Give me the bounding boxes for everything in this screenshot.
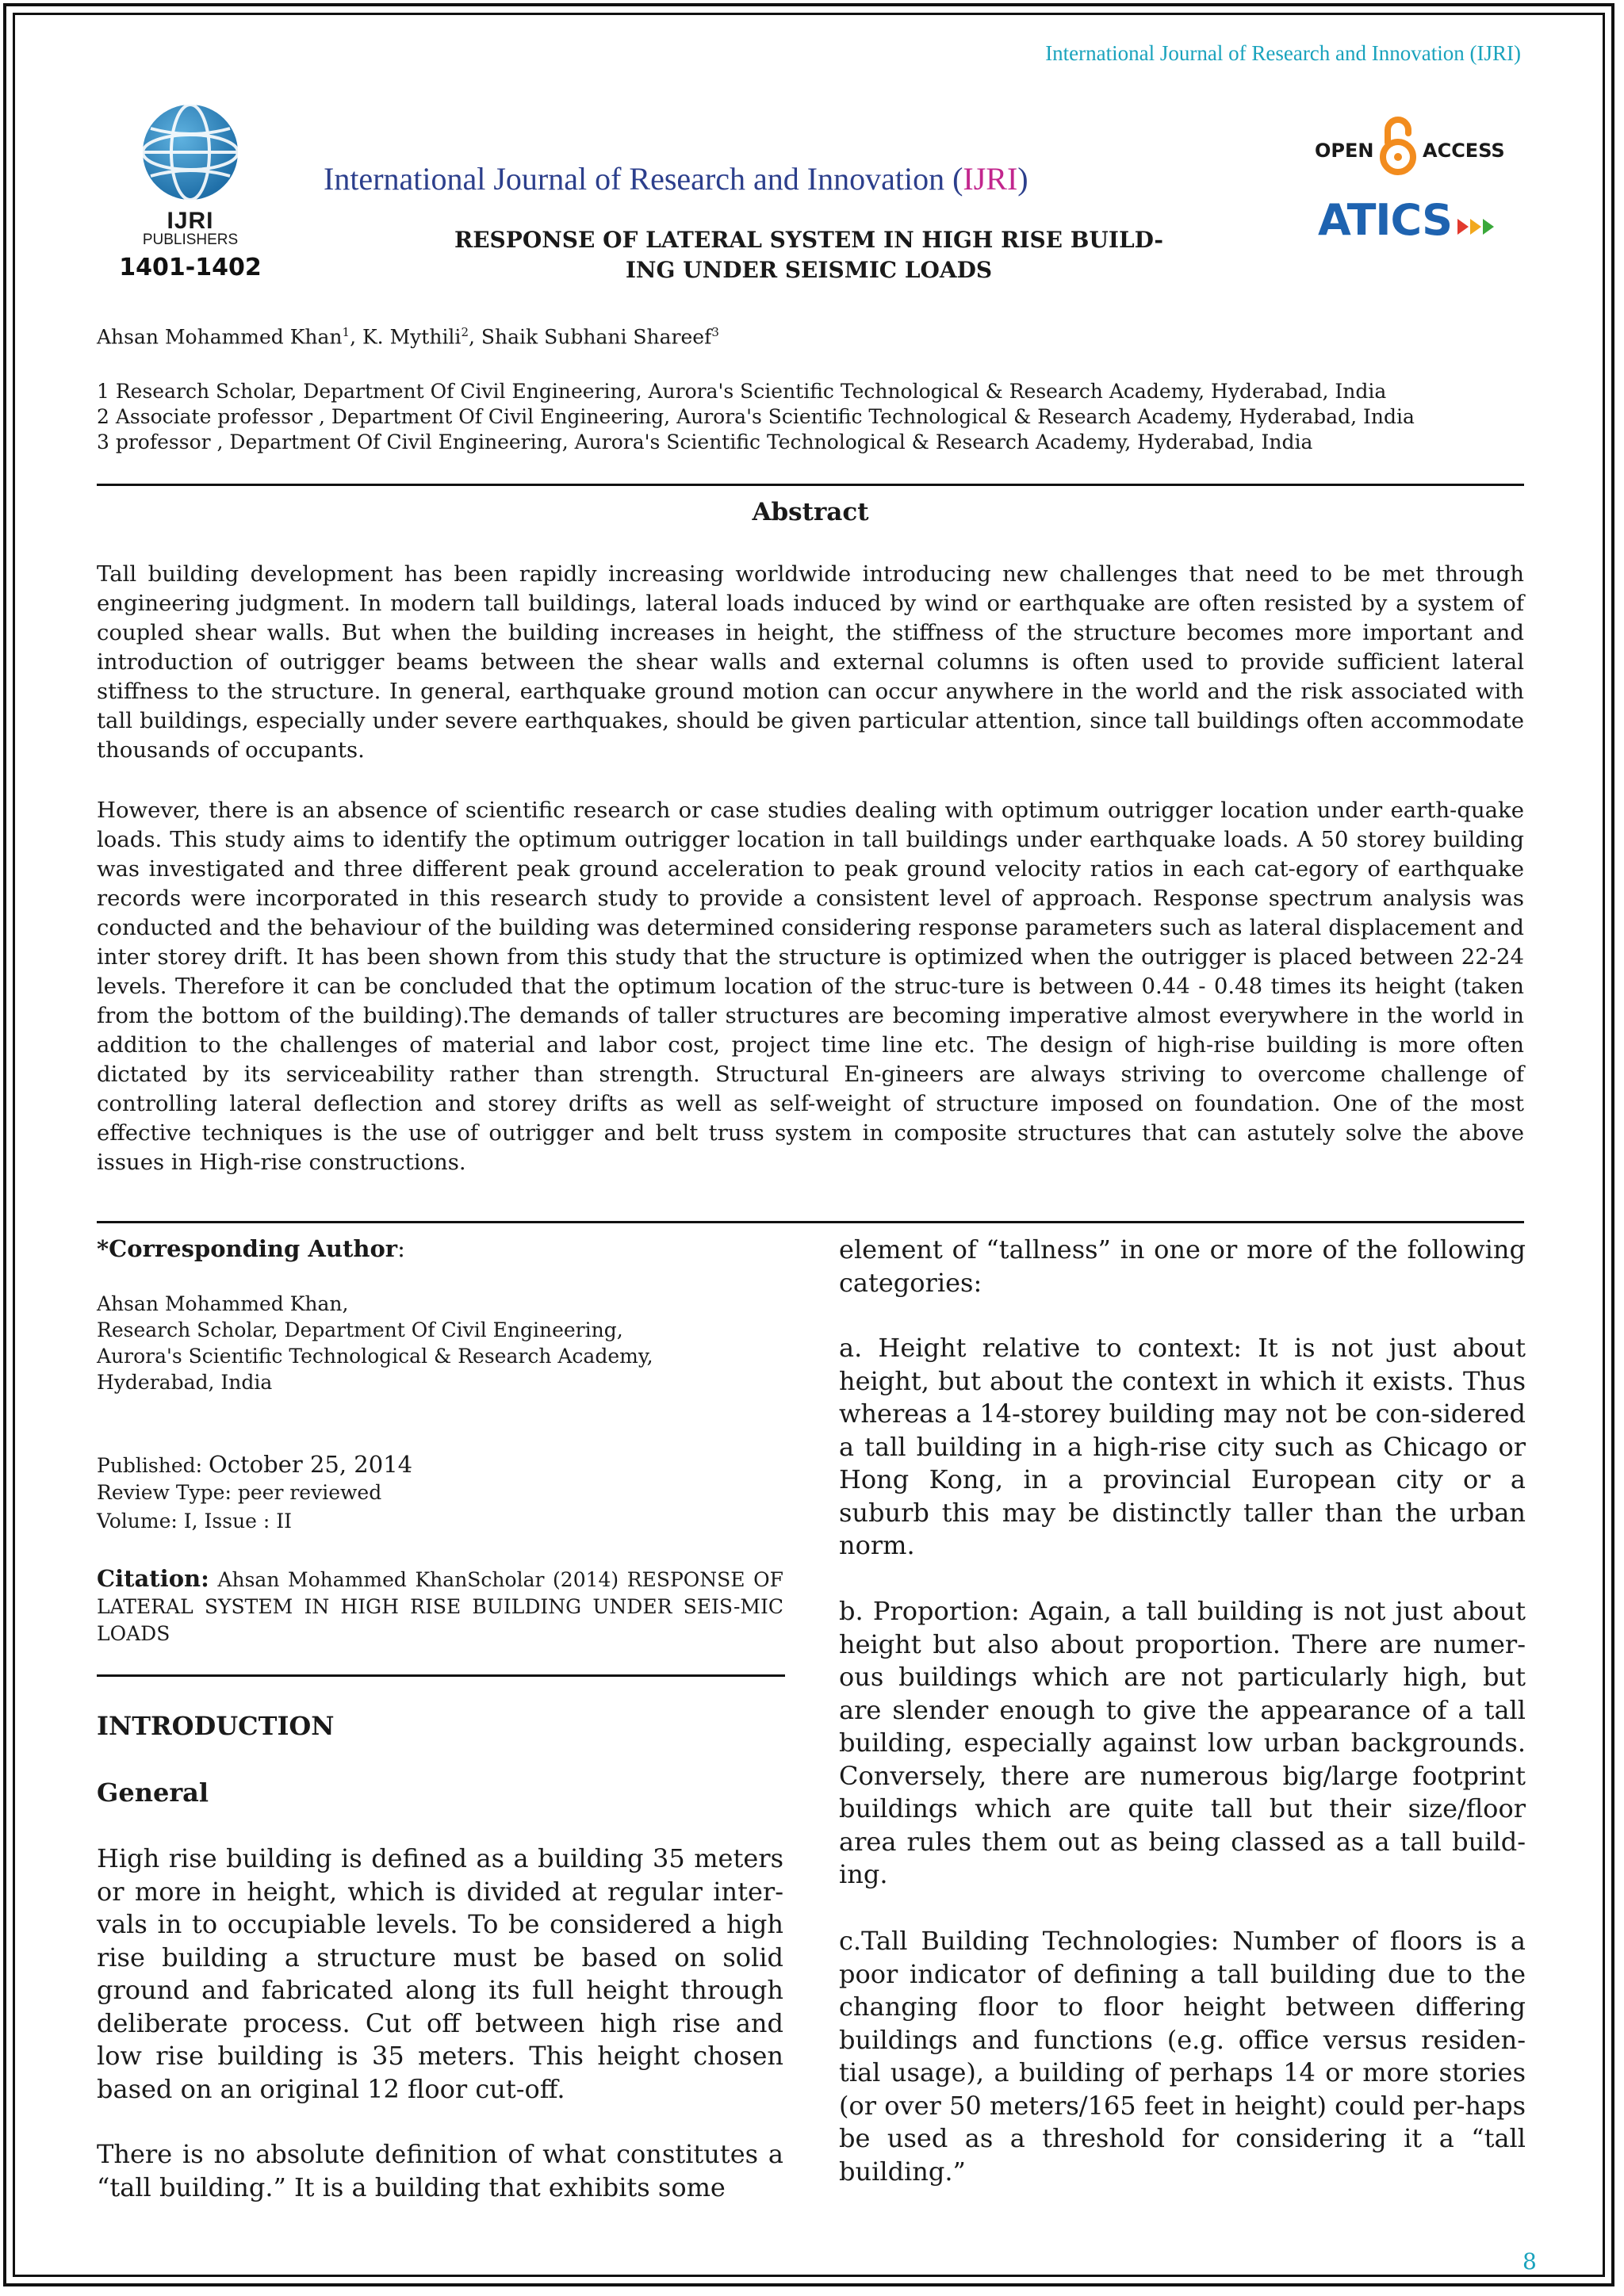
abstract-paragraph-1: Tall building development has been rapidly increasing worldwide introducing new challenges that need to be met through engineering judgment. In modern tall buildings, lateral loads induced by wind or earthquake are often resisted by a system of coupled shear walls. But when the building increases in height, the stiffness of the structure becomes more important and introduction of outrigger beams between the shear walls and external columns is often used to provide sufficient lateral stiffness to the structure. In general, earthquake ground motion can occur anywhere in the world and the risk associated with tall buildings, especially under severe earthquakes, should be given particular attention, since tall buildings often accommodate thousands of occupants. — [97, 561, 1524, 763]
globe-icon — [135, 101, 246, 203]
corr-line-3: Aurora's Scientific Technological & Research Academy, — [97, 1345, 653, 1368]
right-column-paragraph-3: b. Proportion: Again, a tall building is not just about height but also about proportion. There are numer-ous buildings which are not particularly high, but are slender enough to give the appearance of a tall building, especially against low urban backgrounds. Conversely, there are numerous big/large footprint buildings which are quite tall but their size/floor area rules them out as being classed as a tall build-ing. — [839, 1596, 1526, 1889]
affiliations — [97, 379, 1415, 455]
journal-title-close: ) — [1017, 161, 1028, 197]
published-date: Published: October 25, 2014 — [97, 1451, 413, 1478]
author-sep-2: , — [468, 325, 481, 349]
open-lock-icon — [1378, 116, 1418, 176]
corresponding-author-details — [97, 1291, 653, 1395]
ijri-publisher-logo — [119, 101, 262, 281]
section-heading-introduction: INTRODUCTION — [97, 1711, 335, 1741]
author-sep-1: , — [350, 325, 362, 349]
page-number: 8 — [1522, 2248, 1537, 2275]
right-column-paragraph-1: element of “tallness” in one or more of the following categories: — [839, 1234, 1526, 1298]
affiliation-1: 1 Research Scholar, Department Of Civil Engineering, Aurora's Scientific Technological & Research Academy, Hyderabad, India — [97, 380, 1387, 403]
open-label: OPEN — [1315, 140, 1374, 162]
affiliation-3: 3 professor , Department Of Civil Engineering, Aurora's Scientific Technological & Research Academy, Hyderabad, India — [97, 430, 1313, 453]
divider-left-column — [97, 1674, 785, 1677]
author-1-affil: 1 — [342, 325, 350, 339]
divider-top — [97, 484, 1524, 486]
journal-title-main: International Journal of Research and Innovation ( — [324, 161, 963, 197]
author-3-affil: 3 — [711, 325, 719, 339]
atics-logo — [1318, 195, 1508, 243]
journal-title-abbr: IJRI — [963, 161, 1018, 197]
abstract-heading: Abstract — [752, 498, 869, 526]
paper-title-line2: ING UNDER SEISMIC LOADS — [625, 257, 993, 283]
author-2: K. Mythili — [362, 325, 462, 349]
corr-line-2: Research Scholar, Department Of Civil Engineering, — [97, 1318, 623, 1341]
divider-abstract-bottom — [97, 1221, 1524, 1223]
left-column-paragraph-1: High rise building is defined as a building 35 meters or more in height, which is divided at regular inter-vals in to occupiable levels. To be considered a high rise building a structure must be based on solid ground and fabricated along its full height through deliberate process. Cut off between high rise and low rise building is 35 meters. This height chosen based on an original 12 floor cut-off. — [97, 1843, 783, 2104]
corr-line-4: Hyderabad, India — [97, 1371, 273, 1394]
author-1: Ahsan Mohammed Khan — [97, 325, 343, 349]
corr-line-1: Ahsan Mohammed Khan, — [97, 1292, 349, 1315]
author-2-affil: 2 — [461, 325, 469, 339]
author-3: Shaik Subhani Shareef — [481, 325, 712, 349]
running-head: International Journal of Research and Innovation (IJRI) — [1045, 41, 1521, 65]
access-label: ACCESS — [1423, 140, 1505, 162]
citation: Citation: Ahsan Mohammed KhanScholar (2014) RESPONSE OF LATERAL SYSTEM IN HIGH RISE BUILDING UNDER SEIS-MIC LOADS — [97, 1565, 783, 1645]
arrows-icon — [1457, 217, 1513, 236]
right-column-paragraph-2: a. Height relative to context: It is not just about height, but about the context in which it exists. Thus whereas a 14-storey building may not be con-sidered a tall building in a high-rise city such as Chicago or Hong Kong, in a provincial European city or a suburb this may be distinctly taller than the urban norm. — [839, 1333, 1526, 1560]
paper-title — [412, 225, 1205, 285]
atics-label: ATICS — [1318, 195, 1453, 245]
volume-issue: Volume: I, Issue : II — [97, 1510, 293, 1533]
paper-title-line1: RESPONSE OF LATERAL SYSTEM IN HIGH RISE BUILD- — [454, 227, 1164, 253]
abstract-paragraph-2: However, there is an absence of scientific research or case studies dealing with optimum outrigger location under earth-quake loads. This study aims to identify the optimum outrigger location in tall buildings under earthquake loads. A 50 storey building was investigated and three different peak ground acceleration to peak ground velocity ratios in each cat-egory of earthquake records were incorporated in this research study to provide a consistent level of approach. Response spectrum analysis was conducted and the behaviour of the building was determined considering response parameters such as lateral displacement and inter storey drift. It has been shown from this study that the structure is optimized when the outrigger is placed between 22-24 levels. Therefore it can be concluded that the optimum location of the struc-ture is between 0.44 - 0.48 times its height (taken from the bottom of the building).The demands of taller structures are becoming imperative almost everywhere in the world in addition to the challenges of material and labor cost, project time line etc. The design of high-rise building is more often dictated by its serviceability rather than strength. Structural En-gineers are always striving to overcome challenge of controlling lateral deflection and storey drifts as well as self-weight of structure imposed on foundation. One of the most effective techniques is the use of outrigger and belt truss system in composite structures that can astutely solve the above issues in High-rise constructions. — [97, 798, 1524, 1175]
logo-publisher: PUBLISHERS — [142, 232, 239, 248]
journal-title — [324, 160, 1028, 197]
corresponding-author-label: *Corresponding Author: — [97, 1235, 405, 1262]
logo-name: IJRI — [167, 208, 214, 234]
journal-code: 1401-1402 — [119, 254, 262, 281]
subsection-heading-general: General — [97, 1777, 209, 1808]
review-type: Review Type: peer reviewed — [97, 1481, 382, 1504]
right-column-paragraph-4: c.Tall Building Technologies: Number of floors is a poor indicator of defining a tall building due to the changing floor to floor height between differing buildings and functions (e.g. office versus residen-tial usage), a building of perhaps 14 or more stories (or over 50 meters/165 feet in height) could per-haps be used as a threshold for considering it a “tall building.” — [839, 1926, 1526, 2187]
open-access-badge — [1315, 116, 1505, 179]
author-list — [97, 325, 719, 348]
left-column-paragraph-2: There is no absolute definition of what constitutes a “tall building.” It is a building that exhibits some — [97, 2139, 783, 2202]
affiliation-2: 2 Associate professor , Department Of Civil Engineering, Aurora's Scientific Technological & Research Academy, Hyderabad, India — [97, 405, 1415, 428]
